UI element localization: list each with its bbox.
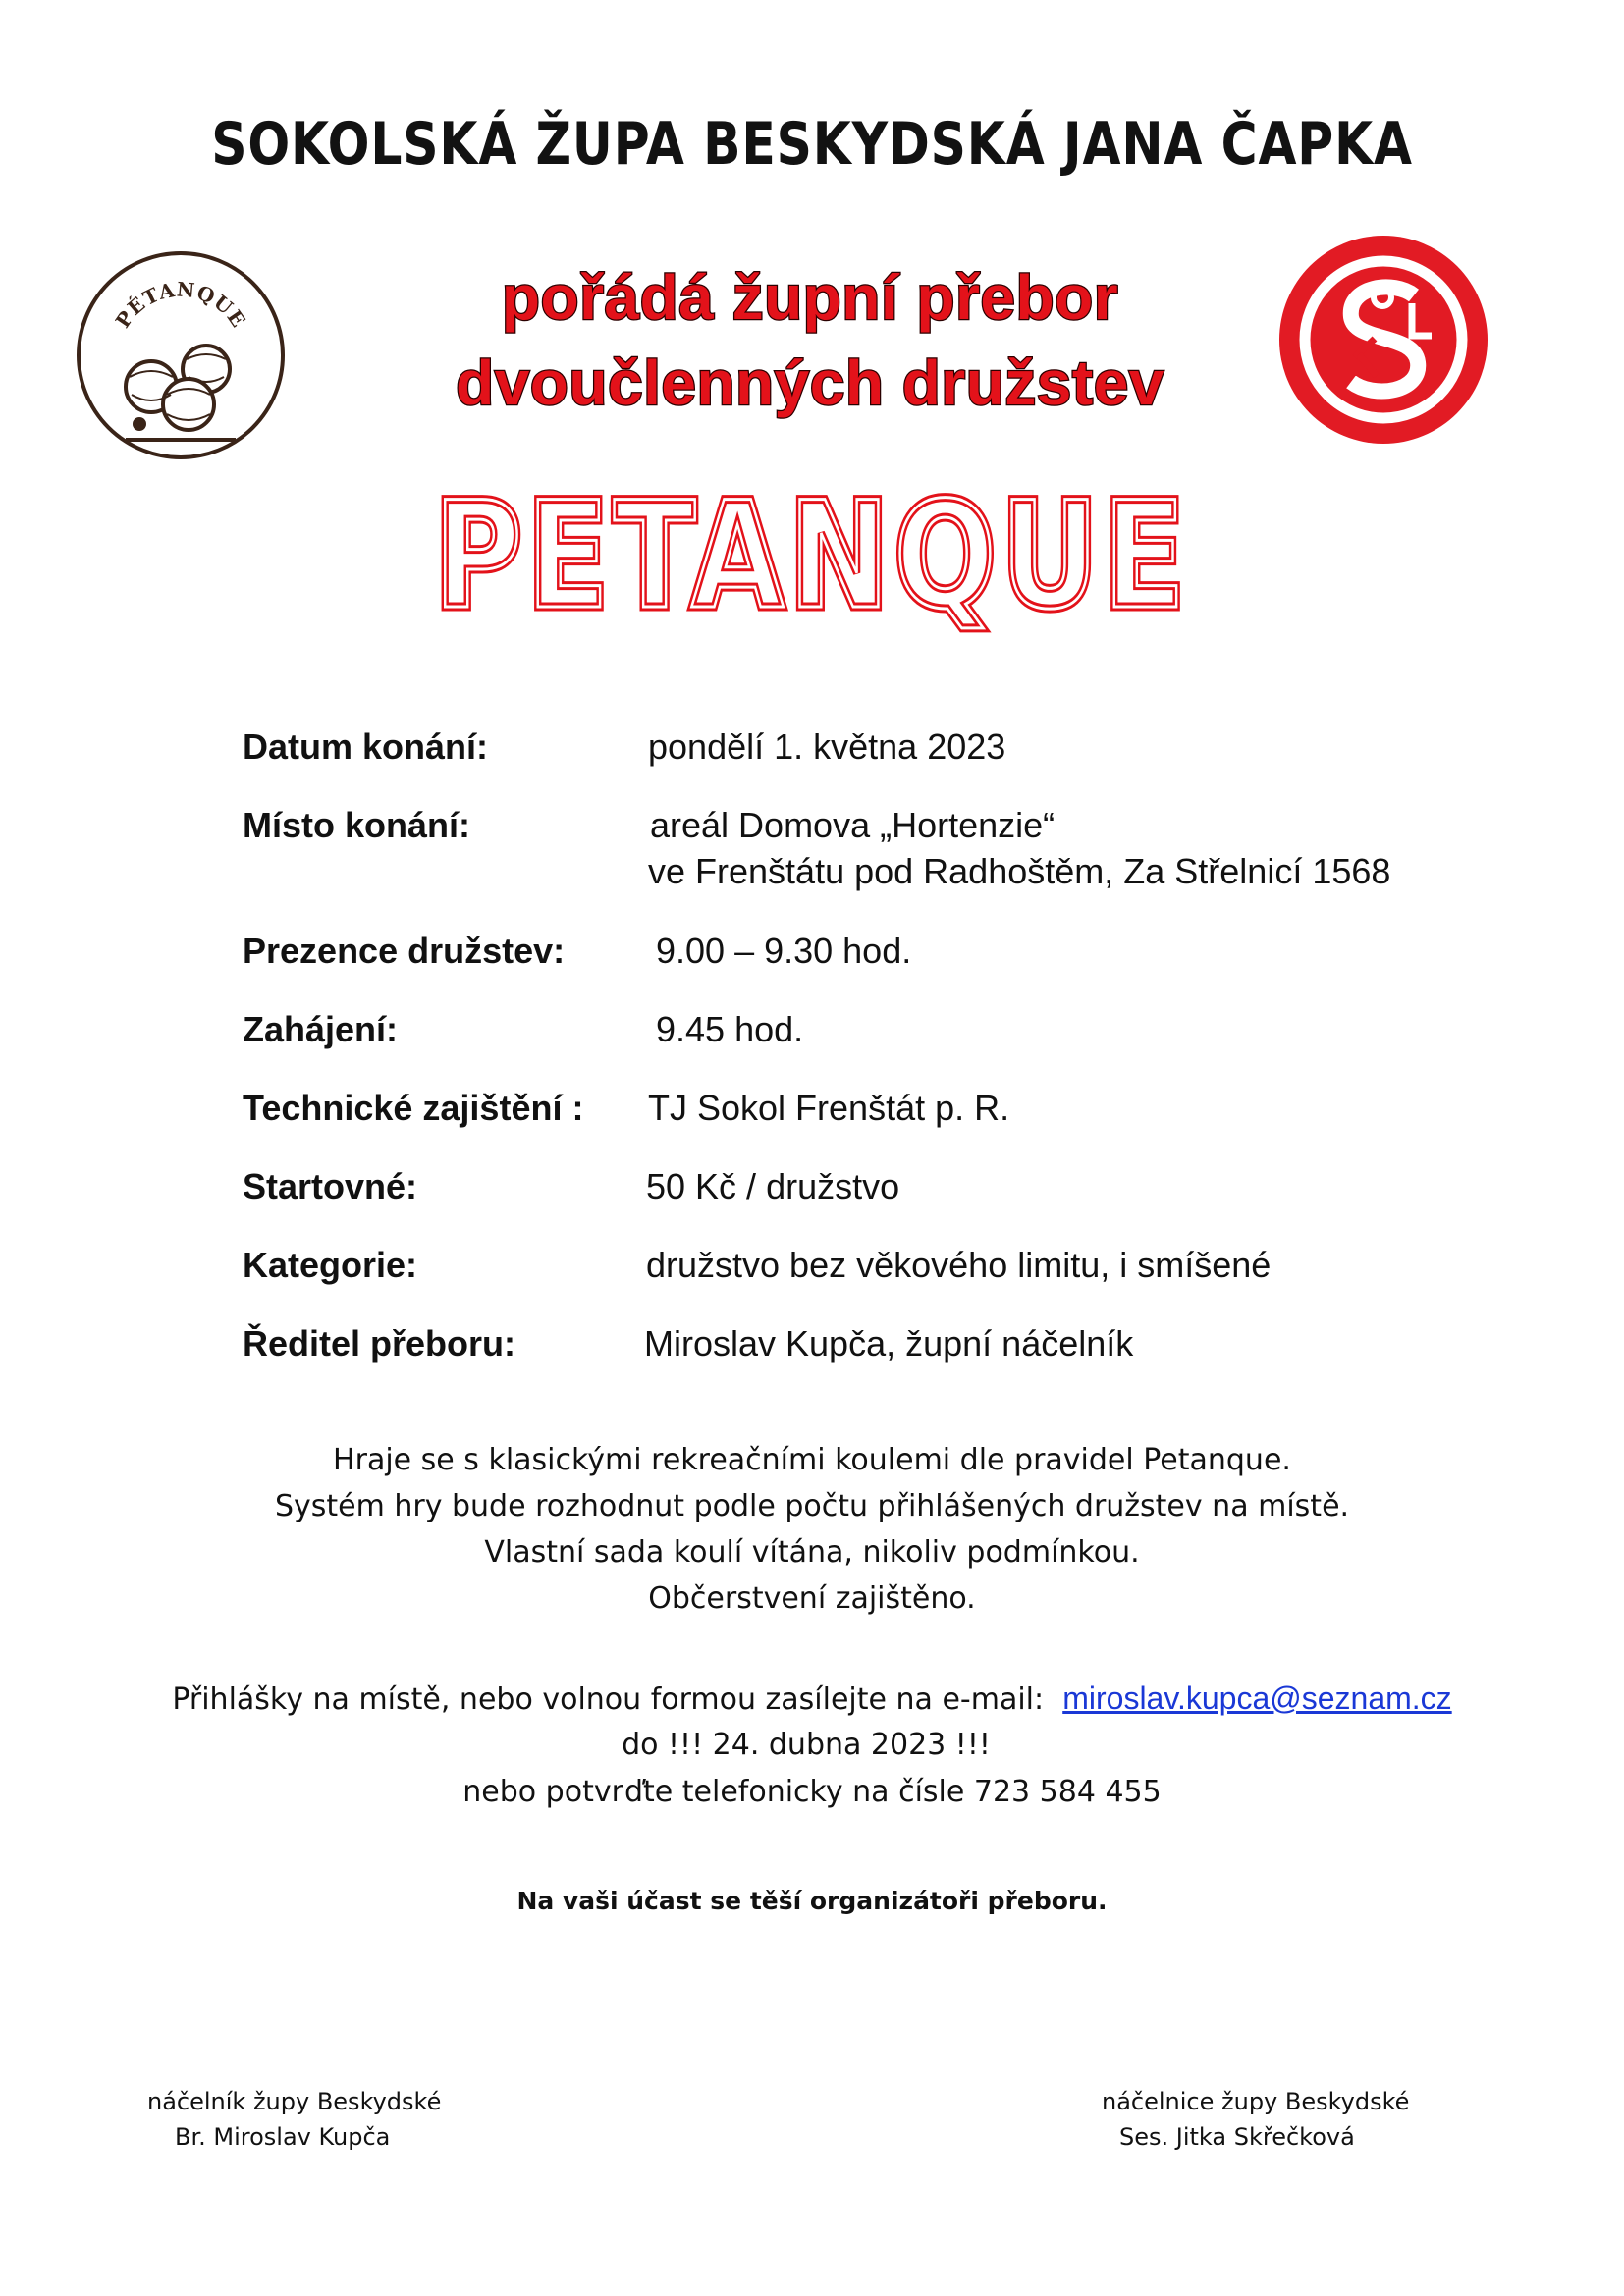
note-line: Občerstvení zajištěno. bbox=[648, 1581, 976, 1616]
signature-left-name: Br. Miroslav Kupča bbox=[175, 2123, 391, 2151]
registration-text: Přihlášky na místě, nebo volnou formou zasílejte na e-mail: bbox=[172, 1682, 1045, 1717]
signature-right-title: náčelnice župy Beskydské bbox=[1102, 2088, 1410, 2115]
note-line: Vlastní sada koulí vítána, nikoliv podmínkou. bbox=[484, 1535, 1140, 1570]
detail-value-place-address: ve Frenštátu pod Radhoštěm, Za Střelnicí 1568 bbox=[648, 851, 1391, 891]
organization-title: SOKOLSKÁ ŽUPA BESKYDSKÁ JANA ČAPKA bbox=[211, 110, 1413, 179]
detail-label-director: Ředitel přeboru: bbox=[243, 1323, 516, 1363]
signature-right-name: Ses. Jitka Skřečková bbox=[1119, 2123, 1355, 2151]
note-line: Hraje se s klasickými rekreačními koulemi dle pravidel Petanque. bbox=[333, 1443, 1291, 1477]
detail-label-technical: Technické zajištění : bbox=[243, 1088, 584, 1128]
petanque-heading-inline: PETANQUE bbox=[434, 491, 1190, 638]
petanque-logo bbox=[73, 247, 289, 463]
petanque-heading-text: PETANQUE bbox=[434, 491, 1190, 638]
event-subtitle-line2: dvoučlenných družstev bbox=[456, 347, 1164, 418]
detail-label-place: Místo konání: bbox=[243, 805, 470, 845]
email-link[interactable]: miroslav.kupca@seznam.cz bbox=[1062, 1681, 1452, 1716]
registration-phone: nebo potvrďte telefonicky na čísle 723 584 455 bbox=[462, 1775, 1162, 1809]
detail-label-registration: Prezence družstev: bbox=[243, 931, 566, 971]
sokol-logo bbox=[1276, 233, 1490, 447]
petanque-logo-text: PÉTANQUE bbox=[110, 277, 251, 333]
sokol-emblem-icon bbox=[1276, 233, 1490, 447]
signature-left-title: náčelník župy Beskydské bbox=[147, 2088, 442, 2115]
detail-value-start: 9.45 hod. bbox=[656, 1009, 804, 1049]
detail-value-director: Miroslav Kupča, župní náčelník bbox=[644, 1323, 1134, 1363]
note-line: Systém hry bude rozhodnut podle počtu přihlášených družstev na místě. bbox=[274, 1489, 1350, 1523]
event-subtitle-line1: pořádá župní přebor bbox=[501, 262, 1119, 333]
petanque-balls-icon bbox=[73, 247, 289, 463]
closing-text: Na vaši účast se těší organizátoři přeboru. bbox=[516, 1887, 1108, 1915]
detail-label-start: Zahájení: bbox=[243, 1009, 399, 1049]
detail-label-category: Kategorie: bbox=[243, 1245, 418, 1285]
detail-value-date: pondělí 1. května 2023 bbox=[648, 726, 1006, 767]
registration-line bbox=[0, 1681, 1624, 1717]
detail-label-fee: Startovné: bbox=[243, 1166, 418, 1206]
detail-value-registration: 9.00 – 9.30 hod. bbox=[656, 931, 912, 971]
detail-value-technical: TJ Sokol Frenštát p. R. bbox=[648, 1088, 1010, 1128]
detail-value-fee: 50 Kč / družstvo bbox=[646, 1166, 900, 1206]
petanque-heading bbox=[419, 491, 1205, 638]
detail-label-date: Datum konání: bbox=[243, 726, 489, 767]
registration-deadline: do !!! 24. dubna 2023 !!! bbox=[622, 1728, 991, 1762]
detail-value-place: areál Domova „Hortenzie“ bbox=[650, 805, 1056, 845]
detail-value-category: družstvo bez věkového limitu, i smíšené bbox=[646, 1245, 1272, 1285]
